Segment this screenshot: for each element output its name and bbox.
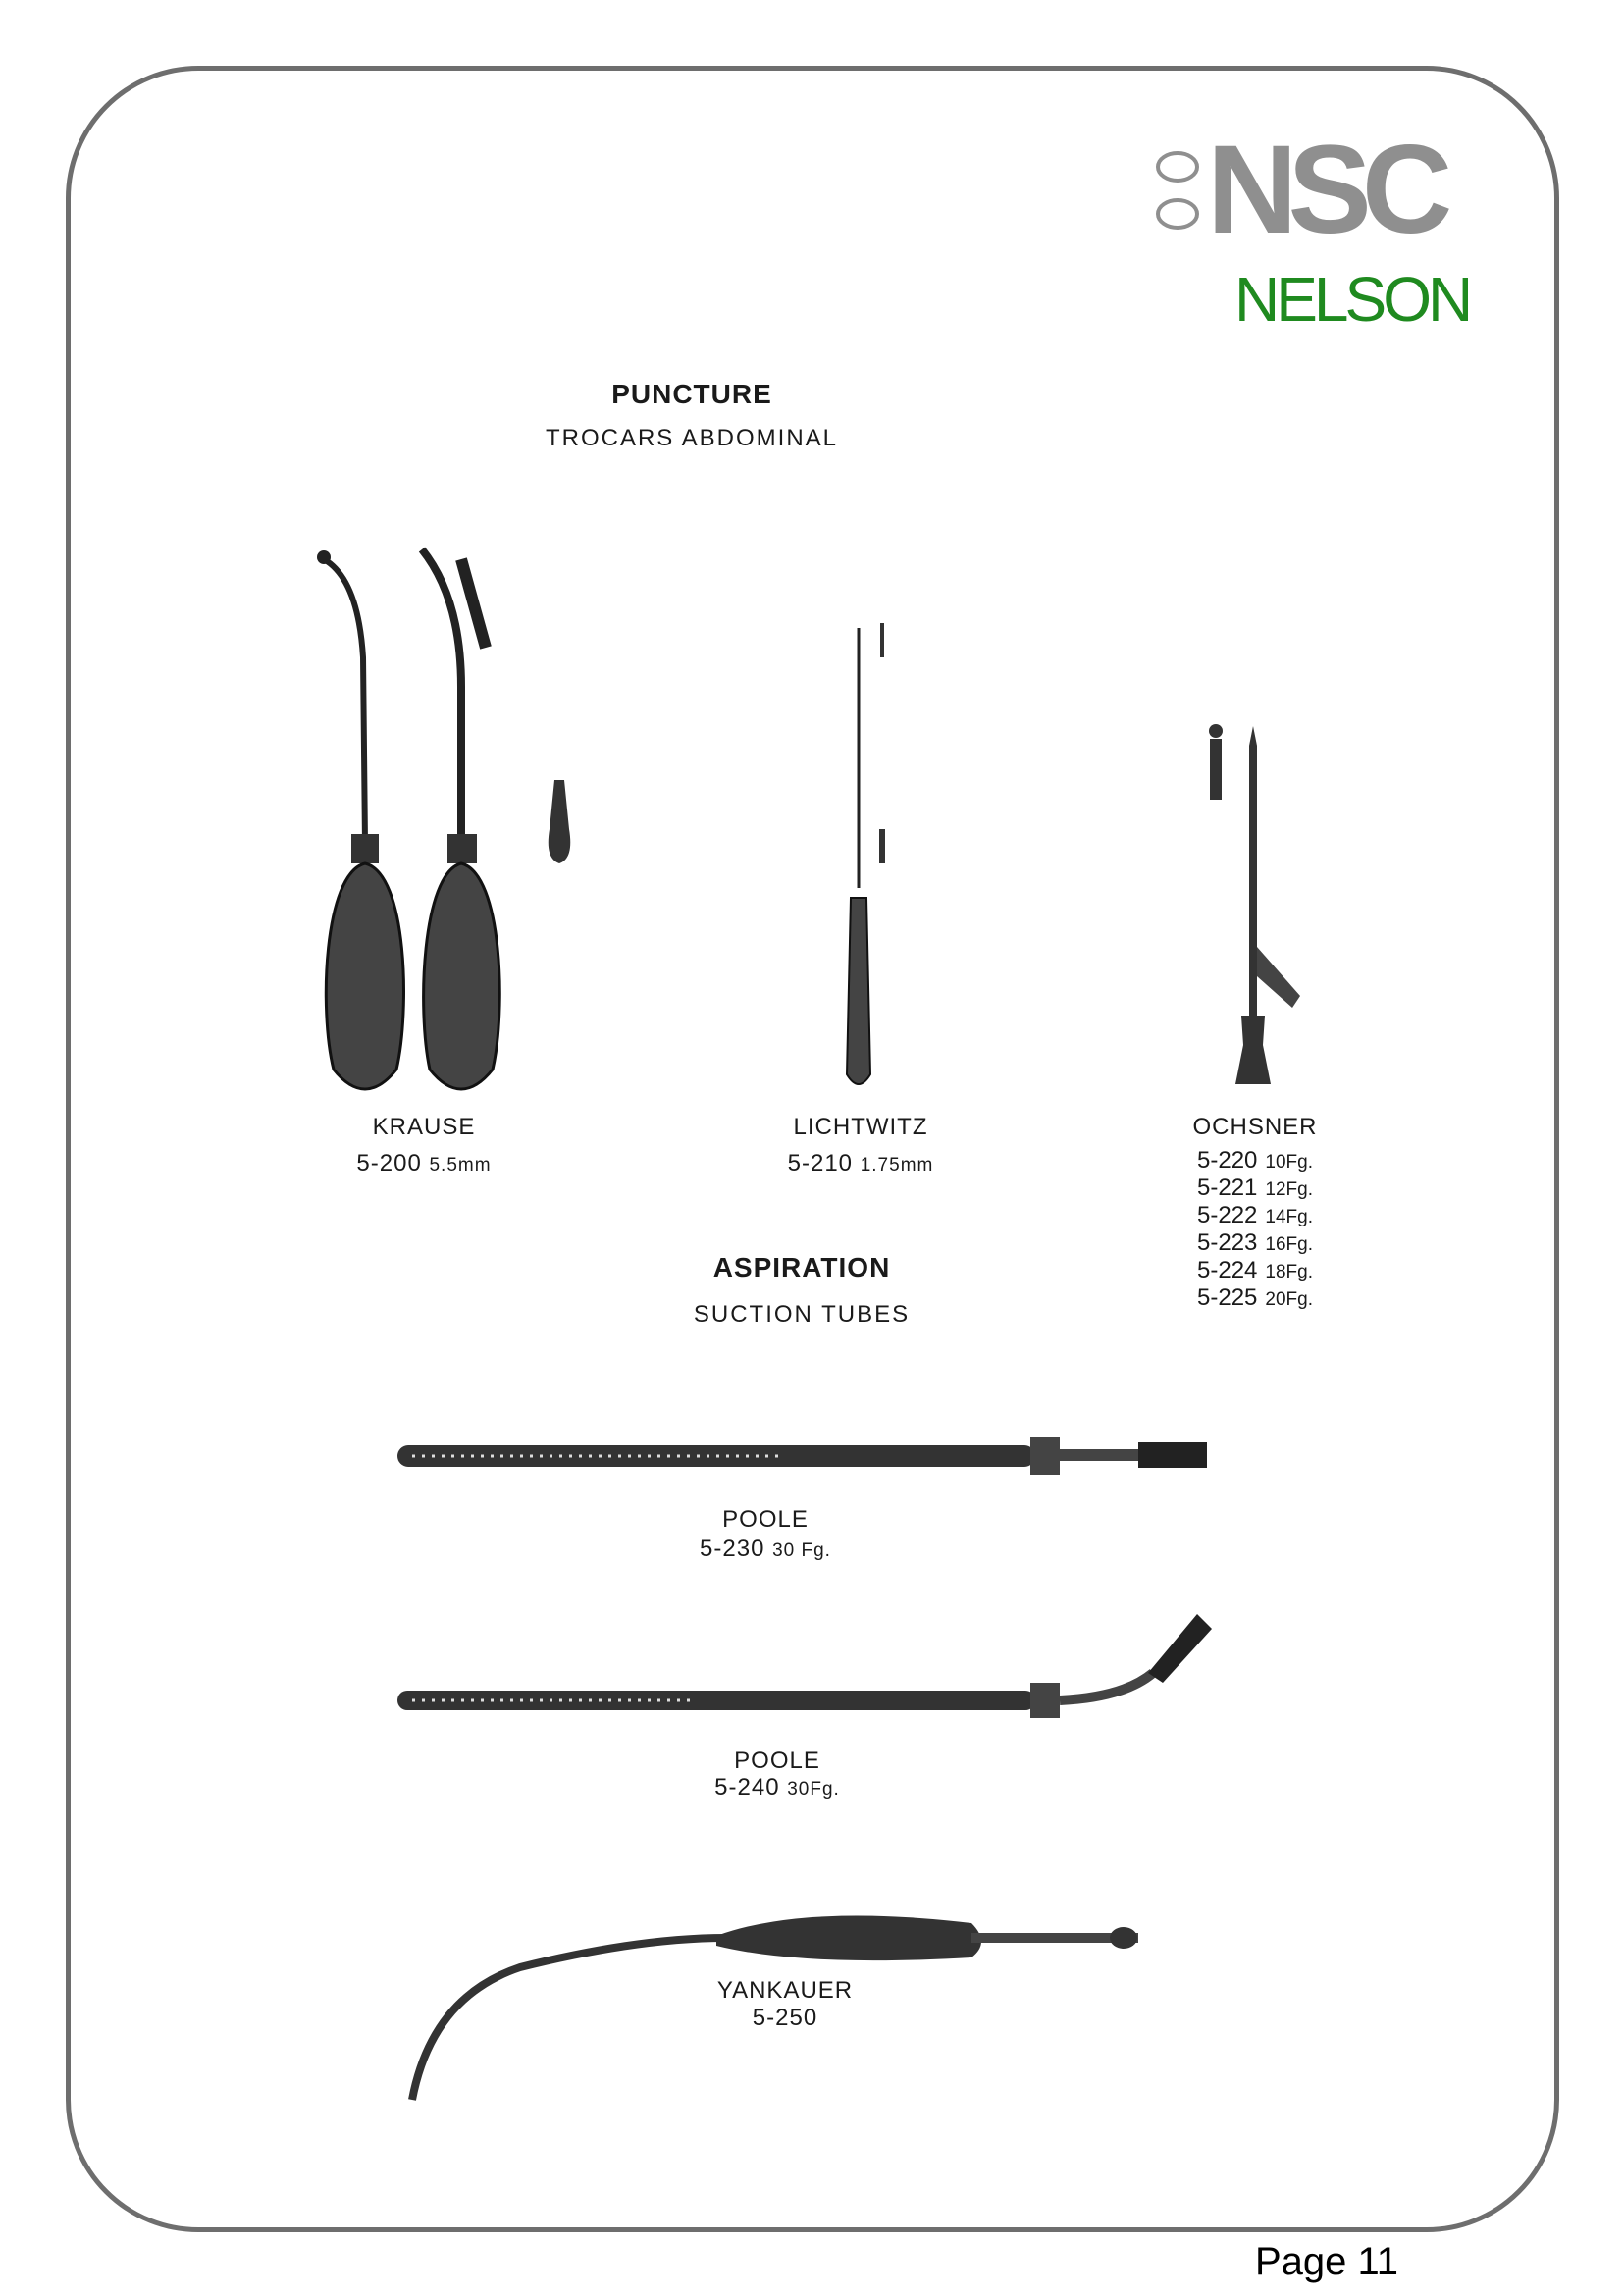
variant-code: 5-223: [1197, 1229, 1258, 1256]
poole-230-code-number: 5-230: [700, 1536, 765, 1562]
variant-size: 20Fg.: [1265, 1289, 1313, 1310]
krause-name: KRAUSE: [372, 1114, 476, 1140]
poole-240-code-number: 5-240: [714, 1774, 780, 1800]
logo-brand: NELSON: [1234, 264, 1470, 335]
lichtwitz-code-number: 5-210: [787, 1150, 854, 1176]
lichtwitz-trocar-image: [829, 623, 898, 1094]
section-title-aspiration: ASPIRATION: [712, 1252, 891, 1282]
ochsner-name: OCHSNER: [1192, 1114, 1318, 1140]
ochsner-variant-list: [1197, 1148, 1313, 1313]
ochsner-variant: [1197, 1285, 1313, 1313]
ochsner-variant: [1197, 1203, 1313, 1230]
poole-240-name: POOLE: [734, 1748, 820, 1774]
variant-code: 5-221: [1197, 1174, 1258, 1201]
poole-240-size: 30Fg.: [787, 1779, 840, 1800]
lichtwitz-code: [788, 1150, 934, 1177]
variant-code: 5-225: [1197, 1284, 1258, 1311]
page-frame: [66, 66, 1559, 2232]
ochsner-variant: [1197, 1258, 1313, 1285]
variant-code: 5-222: [1197, 1202, 1258, 1228]
ochsner-variant: [1197, 1175, 1313, 1203]
logo-monogram: NSC: [1207, 120, 1443, 260]
lichtwitz-size: 1.75mm: [860, 1155, 934, 1175]
poole-230-name: POOLE: [722, 1506, 809, 1533]
ochsner-variant: [1197, 1148, 1313, 1175]
poole-tube-straight-image: [393, 1433, 1217, 1491]
variant-size: 10Fg.: [1265, 1152, 1313, 1173]
variant-code: 5-224: [1197, 1257, 1258, 1283]
section-subtitle-puncture: TROCARS ABDOMINAL: [545, 425, 839, 451]
section-subtitle-aspiration: SUCTION TUBES: [693, 1301, 911, 1328]
krause-trocar-image: [314, 540, 608, 1099]
yankauer-code: 5-250: [752, 2005, 818, 2031]
variant-size: 12Fg.: [1265, 1179, 1313, 1200]
ochsner-trocar-image: [1202, 721, 1330, 1094]
section-title-puncture: PUNCTURE: [611, 379, 772, 409]
poole-230-code: [700, 1536, 831, 1563]
variant-code: 5-220: [1197, 1147, 1258, 1174]
variant-size: 14Fg.: [1265, 1207, 1313, 1227]
krause-code-number: 5-200: [356, 1150, 422, 1176]
page-number: Page 11: [1255, 2240, 1399, 2283]
variant-size: 16Fg.: [1265, 1234, 1313, 1255]
variant-size: 18Fg.: [1265, 1262, 1313, 1282]
poole-tube-angled-image: [397, 1604, 1212, 1732]
poole-240-code: [714, 1774, 840, 1801]
yankauer-name: YANKAUER: [716, 1977, 854, 2004]
krause-size: 5.5mm: [429, 1155, 492, 1175]
ochsner-variant: [1197, 1230, 1313, 1258]
poole-230-size: 30 Fg.: [772, 1540, 831, 1561]
krause-code: [356, 1150, 491, 1177]
lichtwitz-name: LICHTWITZ: [793, 1114, 928, 1140]
